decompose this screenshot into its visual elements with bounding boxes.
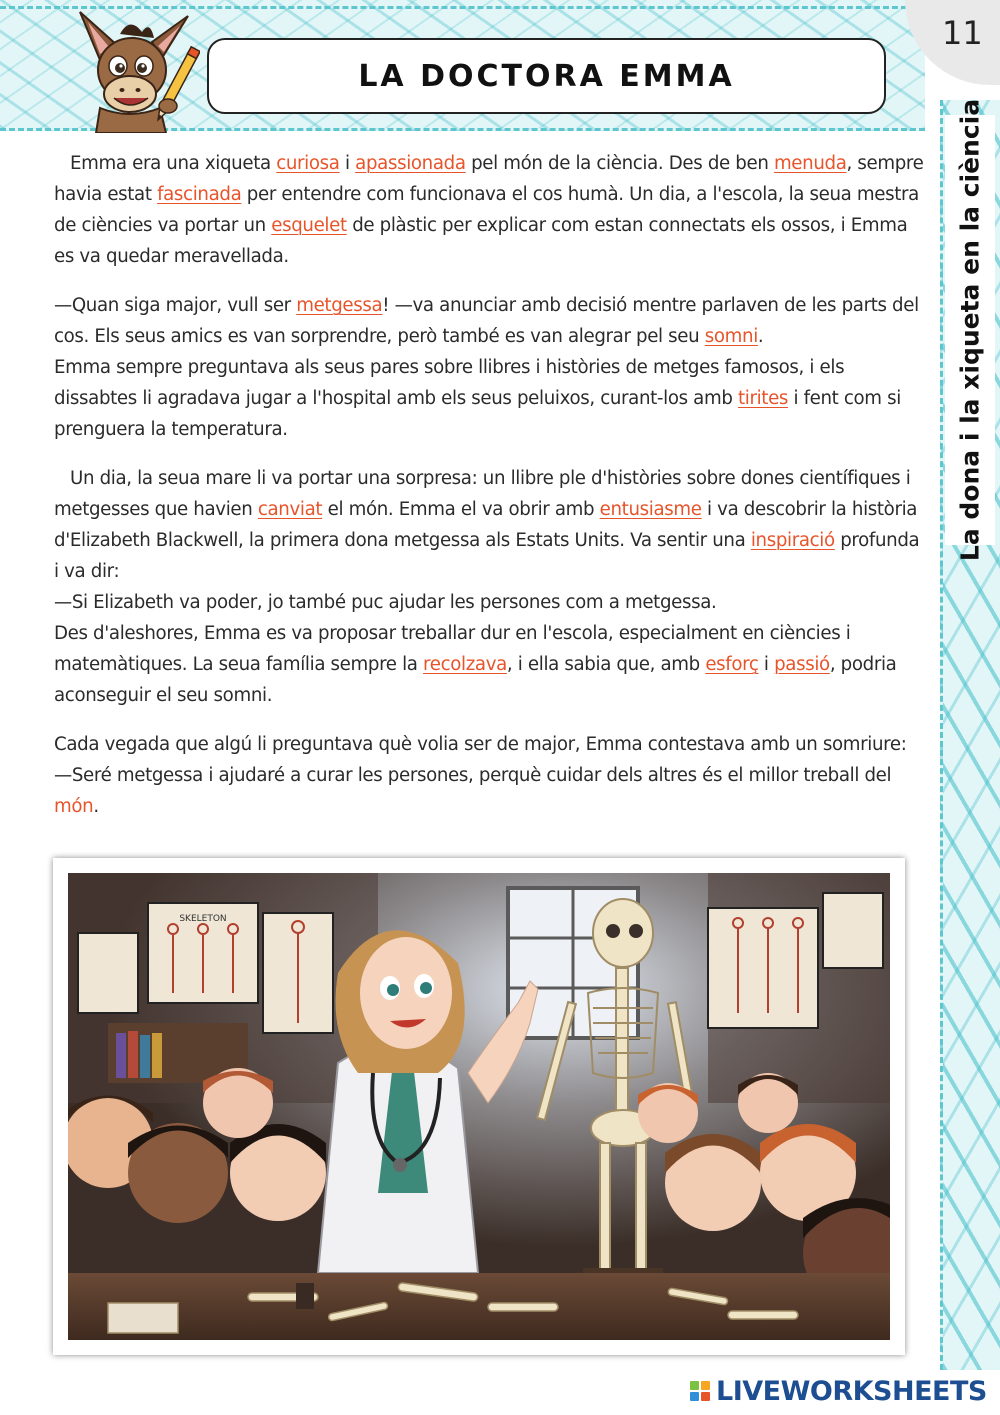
logo-text: LIVEWORKSHEETS: [716, 1375, 987, 1407]
story-paragraph-2: —Quan siga major, vull ser metgessa! —va anunciar amb decisió mentre parlaven de les parts del cos. Els seus amics es van sorprendre, però també es van alegrar pel seu somni. Emma sempre preguntava als seus pares sobre llibres i històries de metges famosos, i els dissabtes li agradava jugar a l'hospital amb els seus peluixos, curant-los amb tirites i fent com si prenguera la temperatura.: [54, 295, 919, 440]
liveworksheets-logo[interactable]: [690, 1375, 987, 1407]
keyword-entusiasme: entusiasme: [599, 499, 702, 520]
liveworksheets-logo-icon: [690, 1381, 710, 1401]
title-banner: [207, 38, 886, 114]
story-paragraph-4: Cada vegada que algú li preguntava què volia ser de major, Emma contestava amb un somriure: —Seré metgessa i ajudaré a curar les persones, perquè cuidar dels altres és el millor treball del món.: [54, 734, 907, 817]
keyword-inspiració: inspiració: [750, 530, 835, 551]
keyword-menuda: menuda: [773, 153, 847, 174]
logo-square-2: [701, 1381, 710, 1390]
keyword-curiosa: curiosa: [276, 153, 340, 174]
logo-square-1: [690, 1381, 699, 1390]
keyword-somni: somni: [704, 326, 758, 347]
logo-square-3: [690, 1392, 699, 1401]
keyword-fascinada: fascinada: [157, 184, 242, 205]
classroom-illustration-icon: [68, 873, 890, 1340]
keyword-apassionada: apassionada: [355, 153, 466, 174]
illustration: [68, 873, 890, 1340]
story-text: [54, 148, 929, 840]
illustration-frame: [53, 858, 905, 1355]
keyword-esforç: esforç: [705, 654, 759, 675]
keyword-tirites: tirites: [737, 388, 789, 409]
page-title: LA DOCTORA EMMA: [358, 58, 735, 94]
logo-square-4: [701, 1392, 710, 1401]
story-paragraph-1: Emma era una xiqueta curiosa i apassionada pel món de la ciència. Des de ben menuda, sempre havia estat fascinada per entendre com funcionava el cos humà. Un dia, a l'escola, la seua mestra de ciències va portar un esquelet de plàstic per explicar com estan connectats els ossos, i Emma es va quedar meravellada.: [54, 153, 924, 267]
side-label-text: La dona i la xiqueta en la ciència: [955, 98, 985, 562]
keyword-món: món: [54, 796, 94, 817]
page-number: 11: [942, 14, 983, 52]
donkey-mascot-icon: [70, 8, 200, 133]
keyword-passió: passió: [774, 654, 830, 675]
keyword-metgessa: metgessa: [296, 295, 383, 316]
keyword-canviat: canviat: [257, 499, 323, 520]
poster-text: SKELETON: [179, 914, 227, 924]
keyword-esquelet: esquelet: [271, 215, 347, 236]
story-paragraph-3: Un dia, la seua mare li va portar una sorpresa: un llibre ple d'històries sobre dones científiques i metgesses que havien canviat el món. Emma el va obrir amb entusiasme i va descobrir la història d'Elizabeth Blackwell, la primera dona metgessa als Estats Units. Va sentir una inspiració profunda i va dir: —Si Elizabeth va poder, jo també puc ajudar les persones com a metgessa. Des d'aleshores, Emma es va proposar treballar dur en l'escola, especialment en ciències i matemàtiques. La seua família sempre la recolzava, i ella sabia que, amb esforç i passió, podria aconseguir el seu somni.: [54, 468, 920, 706]
keyword-recolzava: recolzava: [423, 654, 507, 675]
